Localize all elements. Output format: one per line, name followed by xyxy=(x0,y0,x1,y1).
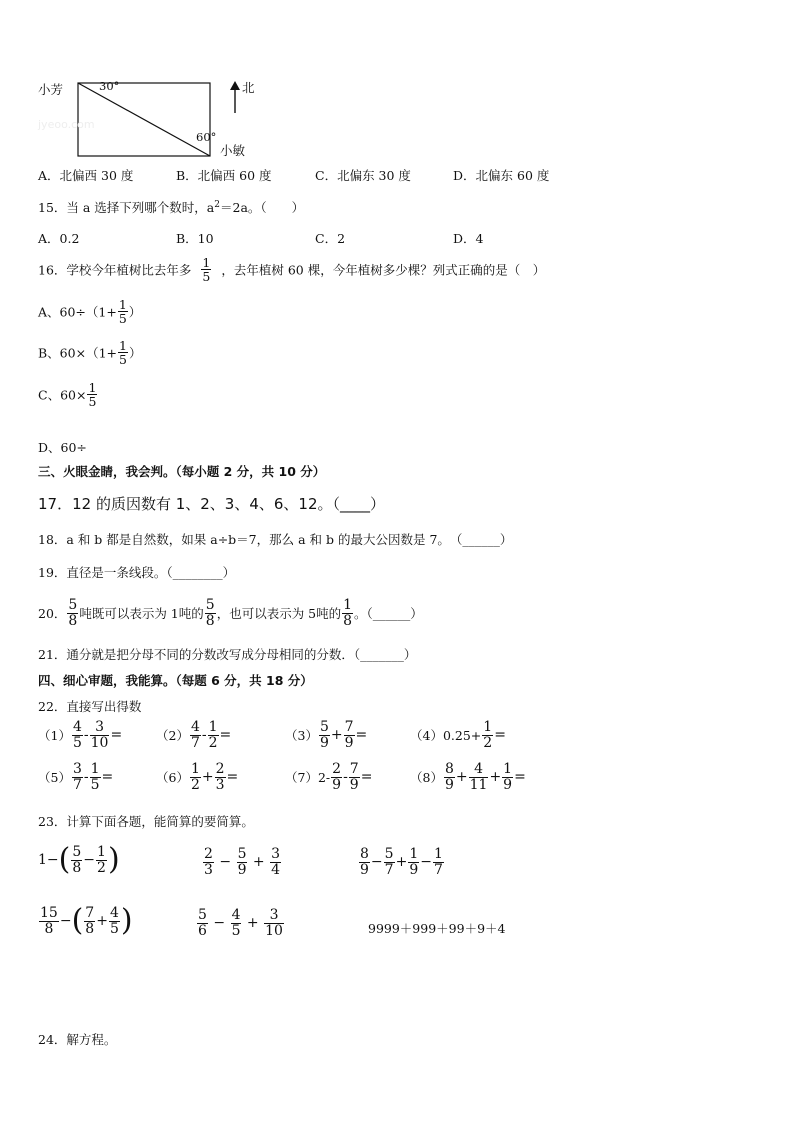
q22-item-6: （6） $\frac{1}{2}$ + $\frac{2}{3}$ = xyxy=(156,761,239,793)
q23-expr-4: $\frac{15}{8}$ −( $\frac{7}{8}$ + $\frac{4}{5}$ ) xyxy=(40,903,133,939)
q23-expr-6: 9999＋999＋99＋9＋4 xyxy=(368,921,506,936)
diagram-right-label: 小敏 xyxy=(220,143,246,158)
q23-title: 23．计算下面各题，能简算的要简算。 xyxy=(38,814,254,829)
q15-question: 15．当 a 选择下列哪个数时，$a^2=2a$。（ ） xyxy=(38,199,305,215)
q20: 20． $\frac{5}{8}$ 吨既可以表示为 1吨的 $\frac{5}{8}$ ，也可以表示为 5吨的 $\frac{1}{8}$ 。（______） xyxy=(38,597,423,629)
diagram-watermark: jyeoo.com xyxy=(38,118,95,131)
section4-heading: 四、细心审题，我能算。（每题 6 分，共 18 分） xyxy=(38,673,313,688)
q15-option-a: A．0.2 xyxy=(38,231,80,246)
q14-option-c: C．北偏东 30 度 xyxy=(315,168,411,183)
q16-fraction: $\frac{1}{5}$ xyxy=(202,255,211,285)
q22-item-5: （5） $\frac{3}{7}$ - $\frac{1}{5}$ = xyxy=(38,761,114,793)
q22-item-1: （1） $\frac{4}{5}$ - $\frac{3}{10}$ = xyxy=(38,719,123,751)
north-arrow-head xyxy=(230,81,240,90)
q19: 19．直径是一条线段。（________） xyxy=(38,565,236,580)
q21: 21．通分就是把分母不同的分数改写成分母相同的分数．（_______） xyxy=(38,647,417,662)
q23-expr-5: $\frac{5}{6}$ − $\frac{4}{5}$ + $\frac{3}{10}$ xyxy=(198,907,283,939)
q22-title: 22．直接写出得数 xyxy=(38,699,142,714)
q14-option-b: B．北偏西 60 度 xyxy=(176,168,272,183)
q23-expr-1: 1−( $\frac{5}{8}$ − $\frac{1}{2}$ ) xyxy=(38,842,120,878)
q22-item-8: （8） $\frac{8}{9}$ + $\frac{4}{11}$ + $\frac{1}{9}$ = xyxy=(410,761,526,793)
diagram-north-label: 北 xyxy=(242,80,255,95)
q15-option-c: C．2 xyxy=(315,231,346,246)
q16-question: 16．学校今年植树比去年多 $\frac{1}{5}$ ，去年植树 60 棵，今年植树多少棵？列式正确的是（ ） xyxy=(38,255,546,285)
diagram-left-label: 小芳 xyxy=(38,82,64,97)
q14-option-d: D．北偏东 60 度 xyxy=(453,168,550,183)
q17: 17．12 的质因数有 1、2、3、4、6、12。（____） xyxy=(38,495,386,513)
q24-title: 24．解方程。 xyxy=(38,1032,117,1047)
q15-option-d: D．4 xyxy=(453,231,484,246)
q14-option-a: A．北偏西 30 度 xyxy=(38,168,134,183)
q23-expr-3: $\frac{8}{9}$ − $\frac{5}{7}$ + $\frac{1}{9}$ − $\frac{1}{7}$ xyxy=(360,846,443,878)
q22-item-2: （2） $\frac{4}{7}$ - $\frac{1}{2}$ = xyxy=(156,719,232,751)
q22-item-4: （4）0.25+ $\frac{1}{2}$ = xyxy=(410,719,506,751)
q16-option-a: A、60÷（1+ $\frac{1}{5}$ ） xyxy=(38,297,142,327)
q15-option-b: B．10 xyxy=(176,231,214,246)
q16-option-d: D、60÷ xyxy=(38,440,87,455)
section3-heading: 三、火眼金睛，我会判。（每小题 2 分，共 10 分） xyxy=(38,464,326,479)
q22-item-3: （3） $\frac{5}{9}$ + $\frac{7}{9}$ = xyxy=(285,719,368,751)
diagram-top-angle: 30° xyxy=(99,79,120,93)
diagram-bottom-angle: 60° xyxy=(196,130,217,144)
diagram-diagonal xyxy=(78,83,210,156)
q16-option-c: C、60× $\frac{1}{5}$ xyxy=(38,380,97,410)
q22-item-7: （7）2- $\frac{2}{9}$ - $\frac{7}{9}$ = xyxy=(285,761,373,793)
q23-expr-2: $\frac{2}{3}$ − $\frac{5}{9}$ + $\frac{3}{4}$ xyxy=(204,846,281,878)
q16-option-b: B、60×（1+ $\frac{1}{5}$ ） xyxy=(38,338,142,368)
q18: 18．a 和 b 都是自然数，如果 a÷b＝7，那么 a 和 b 的最大公因数是 7。 （______） xyxy=(38,532,513,547)
